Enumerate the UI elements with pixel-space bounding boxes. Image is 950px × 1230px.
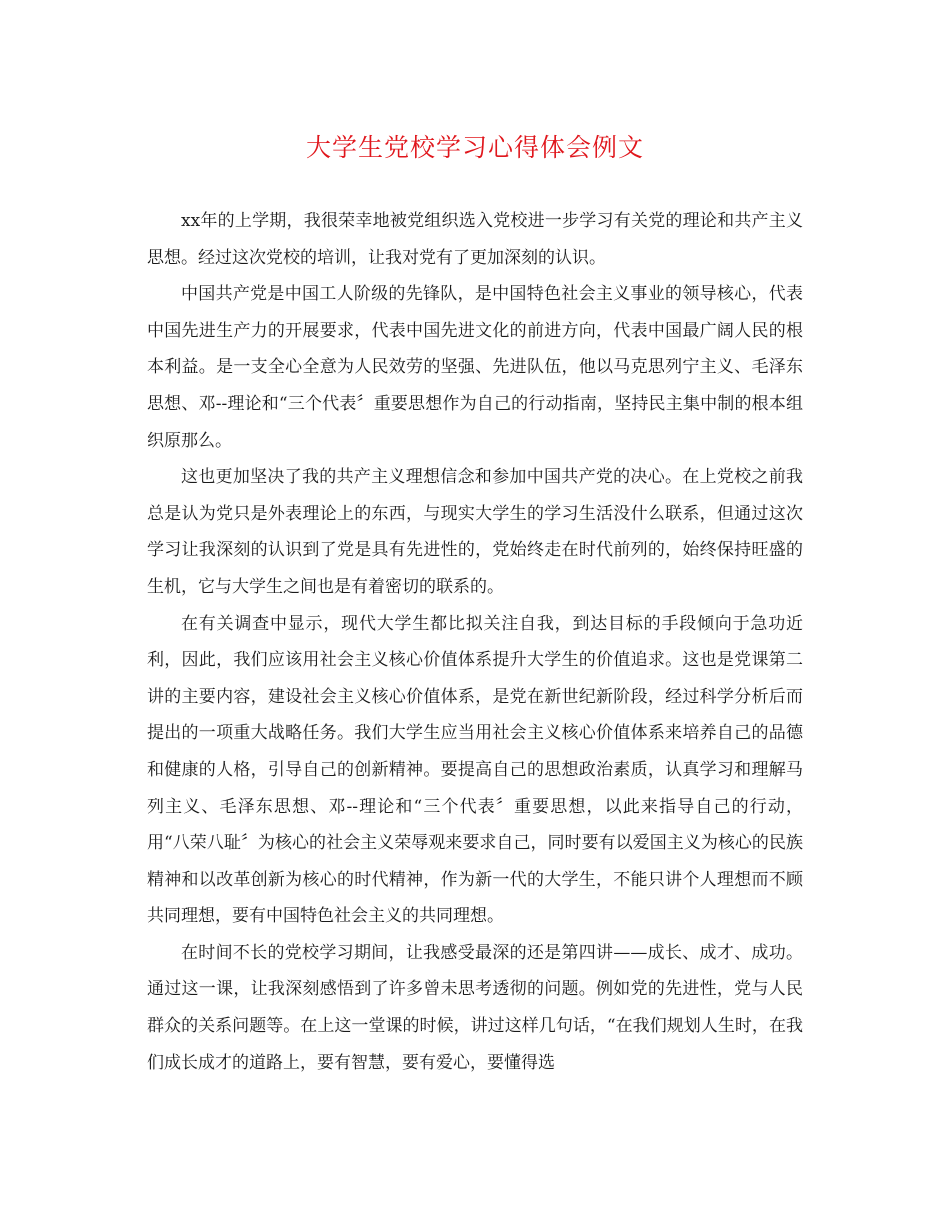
document-body xyxy=(147,203,803,1081)
paragraph-5: 在时间不长的党校学习期间，让我感受最深的还是第四讲——成长、成才、成功。通过这一课，让我深刻感悟到了许多曾未思考透彻的问题。例如党的先进性，党与人民群众的关系问题等。在上这一堂课的时候，讲过这样几句话，“在我们规划人生时，在我们成长成才的道路上，要有智慧，要有爱心，要懂得选 xyxy=(147,942,803,1073)
paragraph-2: 中国共产党是中国工人阶级的先锋队，是中国特色社会主义事业的领导核心，代表中国先进生产力的开展要求，代表中国先进文化的前进方向，代表中国最广阔人民的根本利益。是一支全心全意为人民效劳的坚强、先进队伍，他以马克思列宁主义、毛泽东思想、邓--理论和“三个代表〞重要思想作为自己的行动指南，坚持民主集中制的根本组织原那么。 xyxy=(147,284,803,451)
document-title: 大学生党校学习心得体会例文 xyxy=(305,133,644,162)
paragraph-4: 在有关调查中显示，现代大学生都比拟关注自我，到达目标的手段倾向于急功近利，因此，我们应该用社会主义核心价值体系提升大学生的价值追求。这也是党课第二讲的主要内容，建设社会主义核心价值体系，是党在新世纪新阶段，经过科学分析后而提出的一项重大战略任务。我们大学生应当用社会主义核心价值体系来培养自己的品德和健康的人格，引导自己的创新精神。要提高自己的思想政治素质，认真学习和理解马列主义、毛泽东思想、邓--理论和“三个代表〞重要思想，以此来指导自己的行动，用“八荣八耻〞为核心的社会主义荣辱观来要求自己，同时要有以爱国主义为核心的民族精神和以改革创新为核心的时代精神，作为新一代的大学生，不能只讲个人理想而不顾共同理想，要有中国特色社会主义的共同理想。 xyxy=(147,613,803,927)
paragraph-1: xx年的上学期，我很荣幸地被党组织选入党校进一步学习有关党的理论和共产主义思想。经过这次党校的培训，让我对党有了更加深刻的认识。 xyxy=(147,211,803,268)
paragraph-3: 这也更加坚决了我的共产主义理想信念和参加中国共产党的决心。在上党校之前我总是认为党只是外表理论上的东西，与现实大学生的学习生活没什么联系，但通过这次学习让我深刻的认识到了党是具有先进性的，党始终走在时代前列的，始终保持旺盛的生机，它与大学生之间也是有着密切的联系的。 xyxy=(147,467,803,597)
